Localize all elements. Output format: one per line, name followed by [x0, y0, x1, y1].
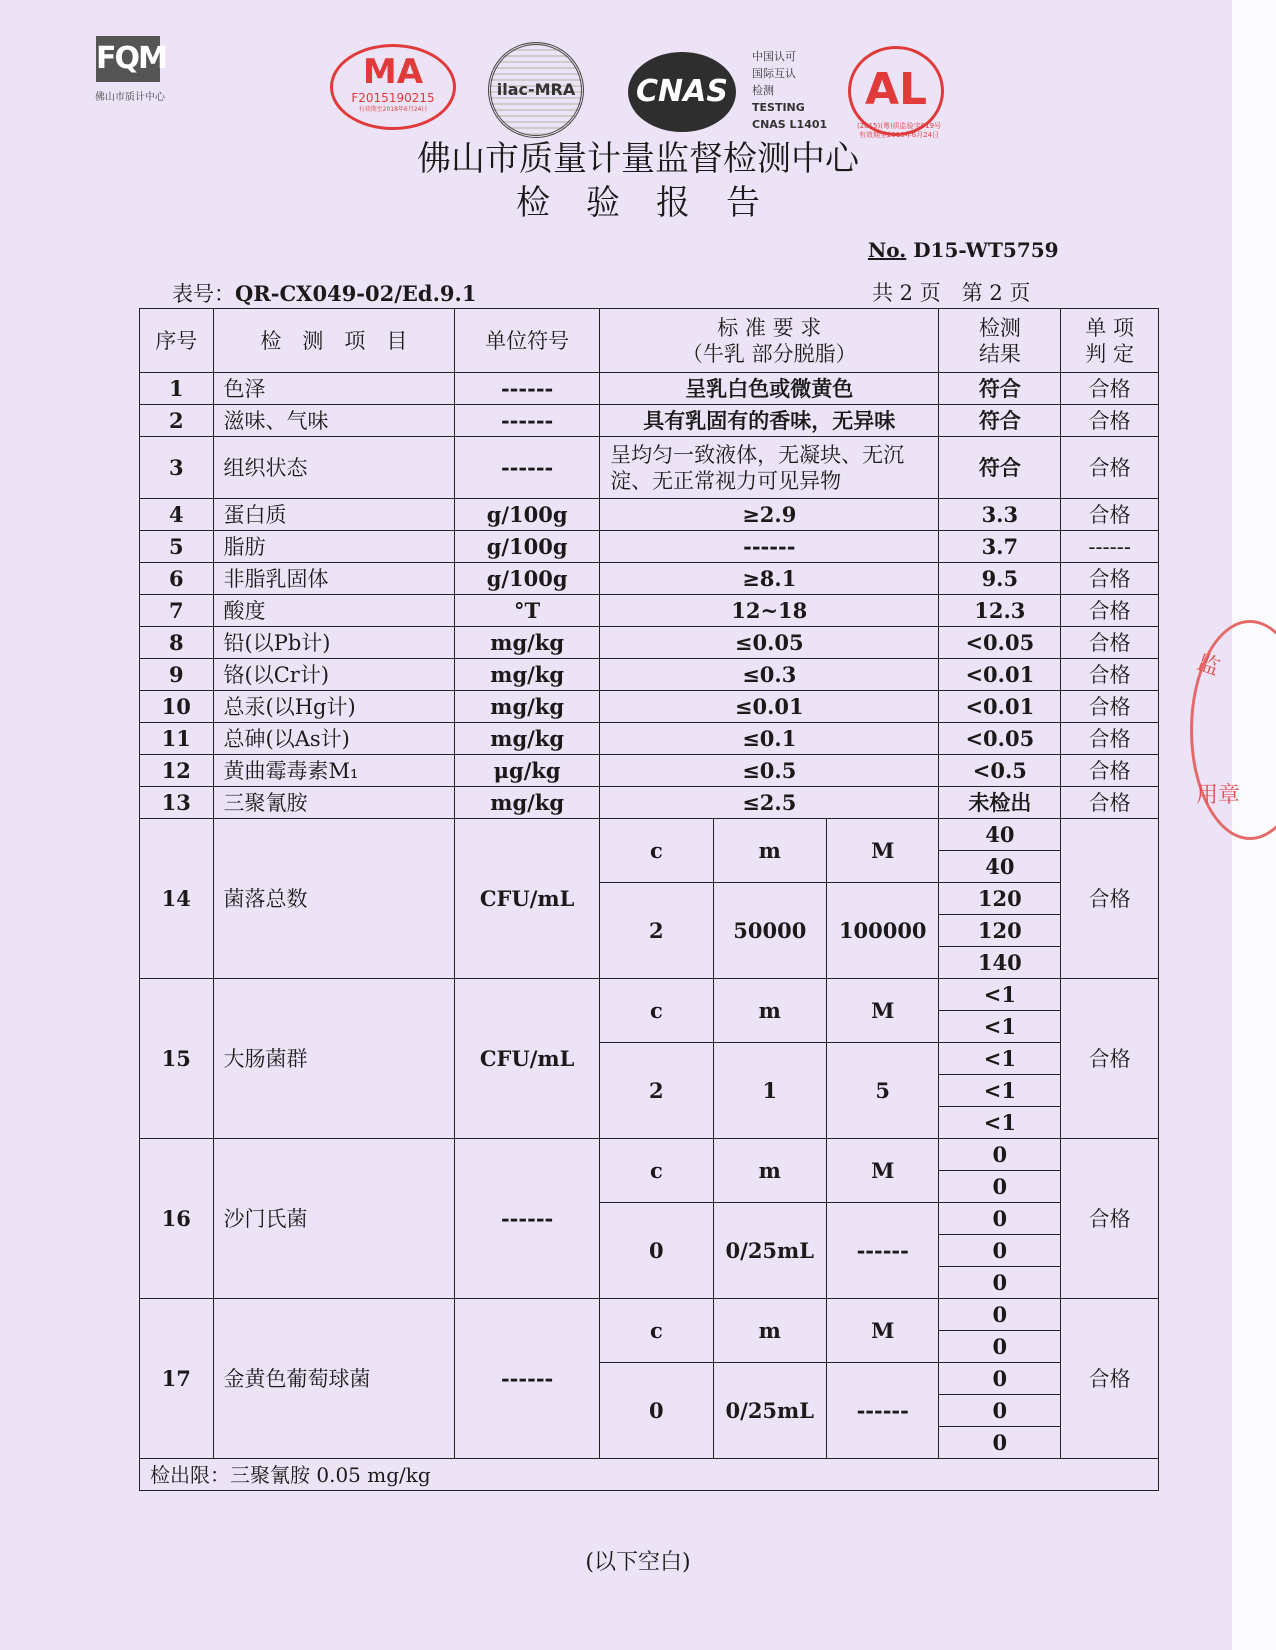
header-result-line: 检测 [978, 315, 1021, 340]
micro-result: <1 [939, 1107, 1061, 1139]
row-standard: ≤0.05 [600, 627, 939, 659]
row-unit: g/100g [455, 563, 600, 595]
row-standard: ≥8.1 [600, 563, 939, 595]
header-seq: 序号 [140, 309, 214, 373]
micro-header-c: c [600, 979, 713, 1043]
page-count: 共 2 页 第 2 页 [872, 281, 1031, 305]
micro-header-m: m [713, 1139, 826, 1203]
micro-judge: 合格 [1061, 1299, 1159, 1459]
form-number [172, 278, 476, 308]
micro-header-c: c [600, 1299, 713, 1363]
micro-unit: CFU/mL [455, 979, 600, 1139]
row-standard: ≤0.01 [600, 691, 939, 723]
cnas-line: 中国认可 [752, 50, 796, 63]
micro-value-c: 2 [600, 883, 713, 979]
header-standard-line: （牛乳 部分脱脂） [681, 341, 857, 366]
row-unit: mg/kg [455, 723, 600, 755]
micro-item: 金黄色葡萄球菌 [213, 1299, 455, 1459]
form-number-value: QR-CX049-02/Ed.9.1 [235, 281, 477, 306]
row-number: 3 [140, 437, 214, 499]
micro-judge: 合格 [1061, 979, 1159, 1139]
micro-value-m: 0/25mL [713, 1363, 826, 1459]
row-result: <0.01 [939, 659, 1061, 691]
row-item: 黄曲霉毒素M₁ [213, 755, 455, 787]
row-item: 色泽 [213, 373, 455, 405]
table-row [140, 563, 1159, 595]
table-row [140, 755, 1159, 787]
row-judge: 合格 [1061, 373, 1159, 405]
cal-caption-line: (2015)(粤)质监验字019号 [856, 122, 942, 130]
micro-result: 120 [939, 883, 1061, 915]
report-number-value: D15-WT5759 [913, 238, 1059, 262]
micro-unit: ------ [455, 1139, 600, 1299]
ilac-mra-logo: ilac-MRA [488, 42, 584, 138]
header-unit: 单位符号 [455, 309, 600, 373]
micro-item: 菌落总数 [213, 819, 455, 979]
stamp-text: 监 [1193, 649, 1223, 681]
cnas-line: 国际互认 [752, 67, 796, 80]
row-unit: μg/kg [455, 755, 600, 787]
micro-result: 0 [939, 1203, 1061, 1235]
micro-value-M: ------ [827, 1363, 939, 1459]
micro-result: 0 [939, 1395, 1061, 1427]
row-judge: 合格 [1061, 563, 1159, 595]
micro-result: 0 [939, 1139, 1061, 1171]
row-unit: ------ [455, 373, 600, 405]
table-row [140, 723, 1159, 755]
report-table [139, 308, 1159, 1491]
row-item: 总汞(以Hg计) [213, 691, 455, 723]
cal-logo: AL [848, 46, 944, 136]
report-number [868, 238, 1059, 262]
header-item: 检 测 项 目 [213, 309, 455, 373]
row-result: 9.5 [939, 563, 1061, 595]
micro-value-M: ------ [827, 1203, 939, 1299]
row-unit: mg/kg [455, 787, 600, 819]
header-standard [600, 309, 939, 373]
header-standard-line: 标 准 要 求 [717, 315, 822, 340]
row-standard: ------ [600, 531, 939, 563]
micro-result: 120 [939, 915, 1061, 947]
row-result: <0.05 [939, 723, 1061, 755]
micro-result: 0 [939, 1235, 1061, 1267]
table-row [140, 691, 1159, 723]
row-number: 2 [140, 405, 214, 437]
detection-limit-note: 检出限：三聚氰胺 0.05 mg/kg [140, 1459, 1159, 1491]
header-judge-line: 单 项 [1085, 315, 1134, 340]
micro-number: 17 [140, 1299, 214, 1459]
table-row [140, 499, 1159, 531]
table-row [140, 627, 1159, 659]
micro-header-c: c [600, 819, 713, 883]
row-judge: 合格 [1061, 723, 1159, 755]
micro-result: 40 [939, 851, 1061, 883]
micro-judge: 合格 [1061, 1139, 1159, 1299]
micro-item: 大肠菌群 [213, 979, 455, 1139]
row-number: 9 [140, 659, 214, 691]
row-number: 11 [140, 723, 214, 755]
row-item: 铅(以Pb计) [213, 627, 455, 659]
footnote-row [140, 1459, 1159, 1491]
micro-result: <1 [939, 1043, 1061, 1075]
row-result: 3.3 [939, 499, 1061, 531]
header-result-line: 结果 [978, 341, 1021, 366]
row-standard: 呈均匀一致液体，无凝块、无沉淀、无正常视力可见异物 [600, 437, 939, 499]
row-unit: mg/kg [455, 627, 600, 659]
cma-logo-text: MA [362, 52, 424, 92]
form-number-label: 表号： [172, 282, 235, 306]
document-title: 检验报告 [516, 183, 796, 223]
micro-value-c: 2 [600, 1043, 713, 1139]
row-result: 3.7 [939, 531, 1061, 563]
row-result: 符合 [939, 437, 1061, 499]
micro-result: 0 [939, 1331, 1061, 1363]
micro-unit: ------ [455, 1299, 600, 1459]
cma-validity: 有效期至2018年6月24日 [358, 106, 428, 113]
row-number: 1 [140, 373, 214, 405]
micro-value-M: 5 [827, 1043, 939, 1139]
stamp-text: 用章 [1196, 783, 1241, 808]
row-number: 8 [140, 627, 214, 659]
micro-row [140, 1299, 1159, 1331]
cnas-line: CNAS L1401 [752, 118, 828, 131]
fqm-logo: FQM [96, 36, 160, 82]
row-item: 总砷(以As计) [213, 723, 455, 755]
row-judge: 合格 [1061, 787, 1159, 819]
row-judge: 合格 [1061, 499, 1159, 531]
report-number-label: No. [868, 238, 907, 262]
micro-result: <1 [939, 979, 1061, 1011]
cnas-line: TESTING [752, 101, 805, 114]
row-result: <0.05 [939, 627, 1061, 659]
table-row [140, 373, 1159, 405]
micro-header-m: m [713, 979, 826, 1043]
row-standard: ≥2.9 [600, 499, 939, 531]
fqm-caption: 佛山市质计中心 [95, 92, 165, 103]
cnas-logo: CNAS [628, 52, 736, 132]
row-item: 铬(以Cr计) [213, 659, 455, 691]
organization-name: 佛山市质量计量监督检测中心 [417, 139, 859, 179]
row-result: 未检出 [939, 787, 1061, 819]
row-result: 符合 [939, 405, 1061, 437]
micro-result: 0 [939, 1363, 1061, 1395]
table-row [140, 437, 1159, 499]
cma-number: F2015190215 [351, 91, 435, 105]
cal-caption-line: 有效期至2018年6月24日 [858, 131, 940, 139]
micro-result: 0 [939, 1299, 1061, 1331]
row-item: 酸度 [213, 595, 455, 627]
blank-note: (以下空白) [585, 1550, 691, 1575]
cnas-line: 检测 [752, 84, 774, 97]
row-result: 符合 [939, 373, 1061, 405]
row-judge: 合格 [1061, 437, 1159, 499]
micro-header-m: m [713, 819, 826, 883]
row-item: 蛋白质 [213, 499, 455, 531]
micro-value-c: 0 [600, 1363, 713, 1459]
micro-result: 140 [939, 947, 1061, 979]
micro-result: 0 [939, 1427, 1061, 1459]
row-judge: 合格 [1061, 405, 1159, 437]
micro-row [140, 819, 1159, 851]
micro-value-m: 0/25mL [713, 1203, 826, 1299]
row-unit: ------ [455, 405, 600, 437]
table-row [140, 595, 1159, 627]
row-standard: 呈乳白色或微黄色 [600, 373, 939, 405]
row-item: 非脂乳固体 [213, 563, 455, 595]
row-unit: °T [455, 595, 600, 627]
row-result: 12.3 [939, 595, 1061, 627]
micro-header-M: M [827, 819, 939, 883]
micro-number: 15 [140, 979, 214, 1139]
row-unit: mg/kg [455, 659, 600, 691]
row-number: 7 [140, 595, 214, 627]
row-unit: ------ [455, 437, 600, 499]
row-judge: 合格 [1061, 691, 1159, 723]
row-judge: 合格 [1061, 627, 1159, 659]
micro-header-m: m [713, 1299, 826, 1363]
micro-number: 16 [140, 1139, 214, 1299]
row-item: 组织状态 [213, 437, 455, 499]
row-number: 10 [140, 691, 214, 723]
row-unit: mg/kg [455, 691, 600, 723]
row-item: 脂肪 [213, 531, 455, 563]
row-item: 滋味、气味 [213, 405, 455, 437]
table-row [140, 659, 1159, 691]
header-judge [1061, 309, 1159, 373]
micro-result: 0 [939, 1267, 1061, 1299]
micro-value-c: 0 [600, 1203, 713, 1299]
header-result [939, 309, 1061, 373]
row-item: 三聚氰胺 [213, 787, 455, 819]
micro-header-M: M [827, 1139, 939, 1203]
micro-result: 0 [939, 1171, 1061, 1203]
micro-value-m: 50000 [713, 883, 826, 979]
cma-logo [330, 44, 456, 130]
micro-value-M: 100000 [827, 883, 939, 979]
row-judge: ------ [1061, 531, 1159, 563]
micro-header-c: c [600, 1139, 713, 1203]
micro-result: <1 [939, 1011, 1061, 1043]
header-judge-line: 判 定 [1085, 341, 1134, 366]
row-standard: ≤2.5 [600, 787, 939, 819]
row-standard: ≤0.3 [600, 659, 939, 691]
micro-header-M: M [827, 979, 939, 1043]
micro-row [140, 1139, 1159, 1171]
micro-row [140, 979, 1159, 1011]
micro-result: <1 [939, 1075, 1061, 1107]
micro-judge: 合格 [1061, 819, 1159, 979]
table-row [140, 405, 1159, 437]
row-result: <0.01 [939, 691, 1061, 723]
table-row [140, 787, 1159, 819]
row-number: 5 [140, 531, 214, 563]
row-judge: 合格 [1061, 659, 1159, 691]
row-unit: g/100g [455, 499, 600, 531]
row-standard: 12~18 [600, 595, 939, 627]
row-standard: 具有乳固有的香味，无异味 [600, 405, 939, 437]
micro-value-m: 1 [713, 1043, 826, 1139]
row-number: 13 [140, 787, 214, 819]
cnas-text [752, 48, 827, 133]
row-judge: 合格 [1061, 755, 1159, 787]
row-standard: ≤0.1 [600, 723, 939, 755]
row-number: 12 [140, 755, 214, 787]
row-result: <0.5 [939, 755, 1061, 787]
micro-number: 14 [140, 819, 214, 979]
row-number: 6 [140, 563, 214, 595]
row-number: 4 [140, 499, 214, 531]
header-row [140, 309, 1159, 373]
row-judge: 合格 [1061, 595, 1159, 627]
micro-header-M: M [827, 1299, 939, 1363]
micro-result: 40 [939, 819, 1061, 851]
row-standard: ≤0.5 [600, 755, 939, 787]
table-row [140, 531, 1159, 563]
micro-item: 沙门氏菌 [213, 1139, 455, 1299]
micro-unit: CFU/mL [455, 819, 600, 979]
row-unit: g/100g [455, 531, 600, 563]
